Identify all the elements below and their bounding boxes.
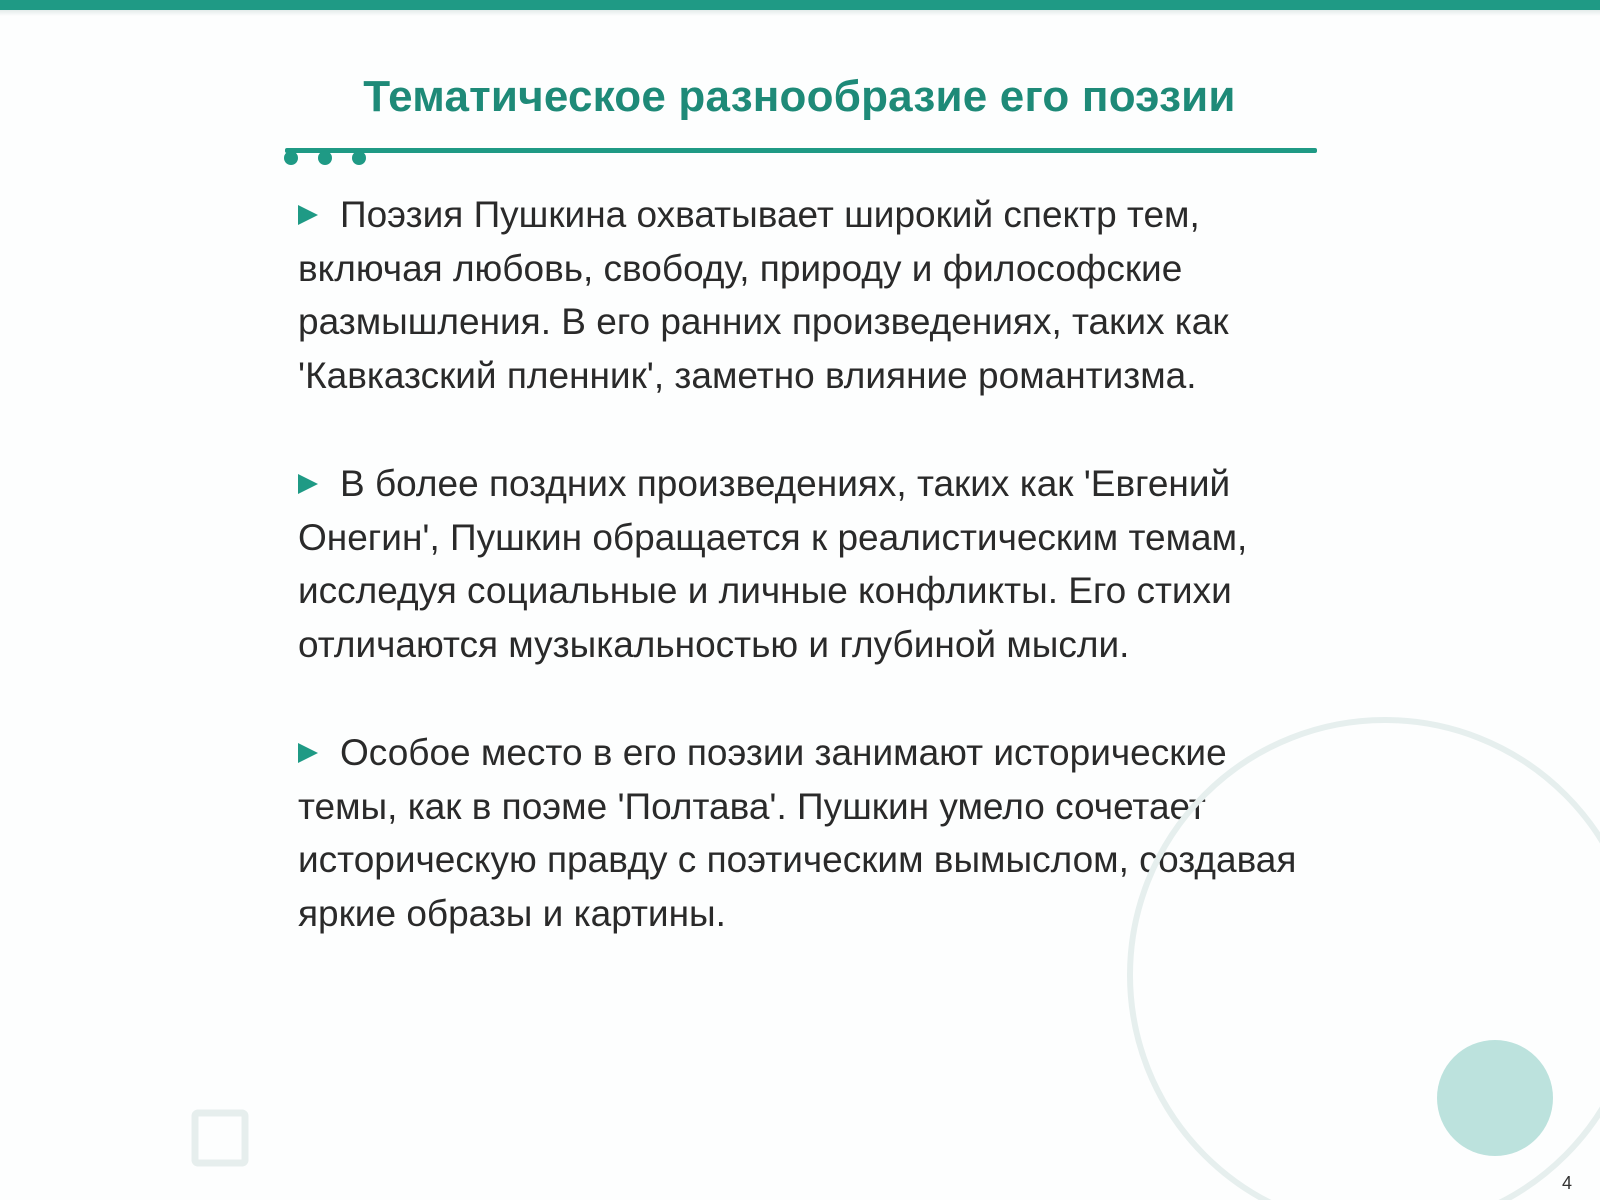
square-outline-decoration <box>195 1113 245 1163</box>
title-dots-decoration <box>280 149 380 169</box>
top-accent-bar <box>0 0 1600 10</box>
bullet-paragraph-3 <box>298 726 1308 940</box>
title-underline <box>285 148 1317 153</box>
page-number: 4 <box>1561 1173 1572 1193</box>
bullet-paragraph-2 <box>298 457 1308 671</box>
triangle-bullet-icon <box>298 205 318 225</box>
bullet-list <box>298 188 1308 995</box>
filled-circle-decoration <box>1437 1040 1553 1156</box>
slide-title: Тематическое разнообразие его поэзии <box>363 72 1236 121</box>
triangle-bullet-icon <box>298 743 318 763</box>
bullet-paragraph-1 <box>298 188 1308 402</box>
paragraph-text: Поэзия Пушкина охватывает широкий спектр тем, включая любовь, свободу, природу и философские размышления. В его ранних произведениях, таких как 'Кавказский пленник', заметно влияние романтизма. <box>298 194 1229 396</box>
paragraph-text: В более поздних произведениях, таких как 'Евгений Онегин', Пушкин обращается к реалистическим темам, исследуя социальные и личные конфликты. Его стихи отличаются музыкальностью и глубиной мысли. <box>298 463 1248 665</box>
triangle-bullet-icon <box>298 474 318 494</box>
paragraph-text: Особое место в его поэзии занимают исторические темы, как в поэме 'Полтава'. Пушкин умело сочетает историческую правду с поэтическим вымыслом, создавая яркие образы и картины. <box>298 732 1297 934</box>
top-bar-shadow <box>0 10 1600 16</box>
